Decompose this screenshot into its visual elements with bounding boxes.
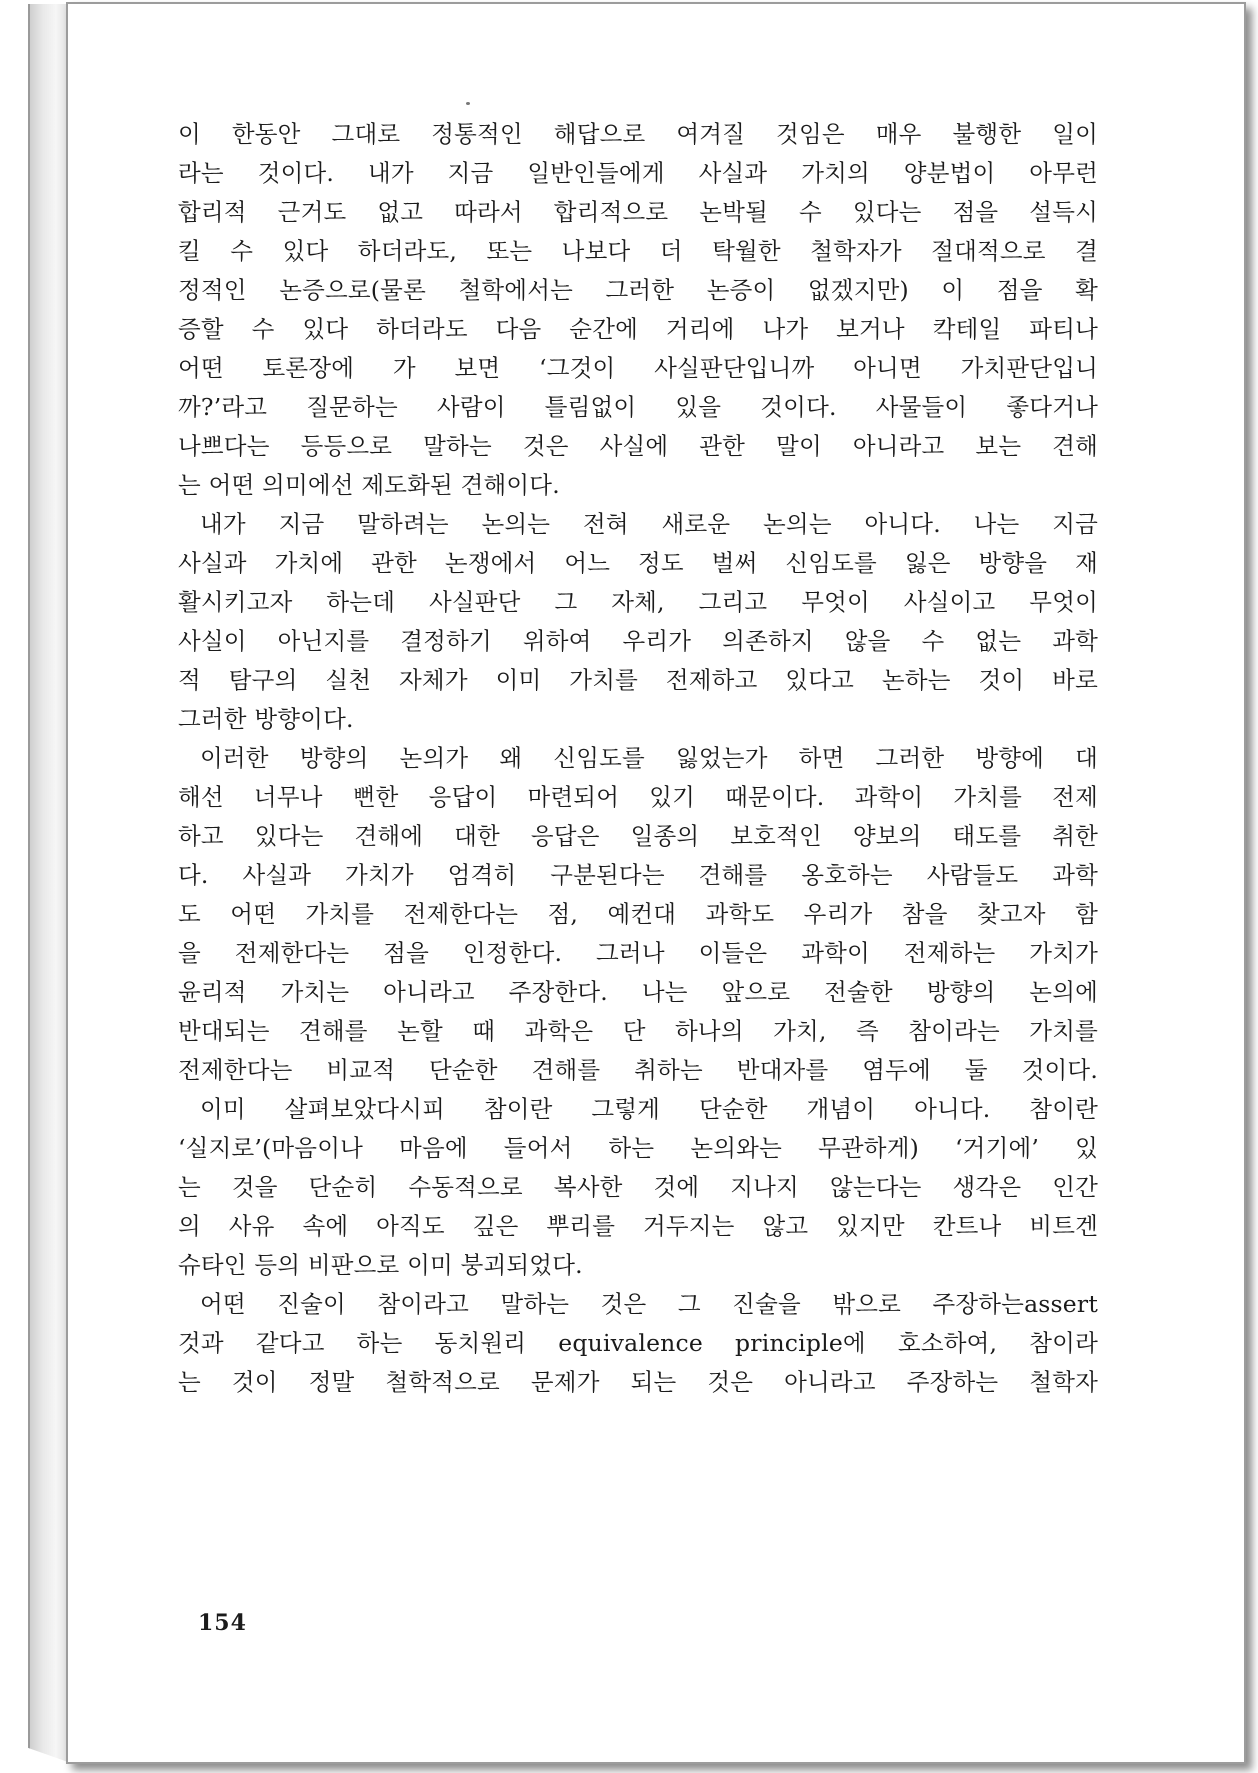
text-line: 사실이 아닌지를 결정하기 위하여 우리가 의존하지 않을 수 없는 과학 bbox=[178, 627, 1098, 655]
text-line: 해선 너무나 뻔한 응답이 마련되어 있기 때문이다. 과학이 가치를 전제 bbox=[178, 783, 1098, 811]
text-line: 나쁘다는 등등으로 말하는 것은 사실에 관한 말이 아니라고 보는 견해 bbox=[178, 432, 1098, 460]
text-line: 반대되는 견해를 논할 때 과학은 단 하나의 가치, 즉 참이라는 가치를 bbox=[178, 1017, 1098, 1045]
text-line: 라는 것이다. 내가 지금 일반인들에게 사실과 가치의 양분법이 아무런 bbox=[178, 159, 1098, 187]
text-line: 하고 있다는 견해에 대한 응답은 일종의 보호적인 양보의 태도를 취한 bbox=[178, 822, 1098, 850]
page-body-text bbox=[178, 115, 1098, 1402]
text-line: 내가 지금 말하려는 논의는 전혀 새로운 논의는 아니다. 나는 지금 bbox=[200, 510, 1098, 538]
text-line: 사실과 가치에 관한 논쟁에서 어느 정도 벌써 신임도를 잃은 방향을 재 bbox=[178, 549, 1098, 577]
book-block-edge bbox=[28, 4, 68, 1762]
text-line: 활시키고자 하는데 사실판단 그 자체, 그리고 무엇이 사실이고 무엇이 bbox=[178, 588, 1098, 616]
print-speck bbox=[466, 102, 470, 105]
text-line: 정적인 논증으로(물론 철학에서는 그러한 논증이 없겠지만) 이 점을 확 bbox=[178, 276, 1098, 304]
text-line: 어떤 진술이 참이라고 말하는 것은 그 진술을 밖으로 주장하는assert bbox=[200, 1290, 1098, 1318]
text-line: 증할 수 있다 하더라도 다음 순간에 거리에 나가 보거나 칵테일 파티나 bbox=[178, 315, 1098, 343]
text-line: 까?’라고 질문하는 사람이 틀림없이 있을 것이다. 사물들이 좋다거나 bbox=[178, 393, 1098, 421]
text-line: 이미 살펴보았다시피 참이란 그렇게 단순한 개념이 아니다. 참이란 bbox=[200, 1095, 1098, 1123]
text-line: 어떤 토론장에 가 보면 ‘그것이 사실판단입니까 아니면 가치판단입니 bbox=[178, 354, 1098, 382]
text-line: 이 한동안 그대로 정통적인 해답으로 여겨질 것임은 매우 불행한 일이 bbox=[178, 120, 1098, 148]
text-line: 전제한다는 비교적 단순한 견해를 취하는 반대자를 염두에 둘 것이다. bbox=[178, 1056, 1098, 1084]
text-line: 윤리적 가치는 아니라고 주장한다. 나는 앞으로 전술한 방향의 논의에 bbox=[178, 978, 1098, 1006]
text-line: 의 사유 속에 아직도 깊은 뿌리를 거두지는 않고 있지만 칸트나 비트겐 bbox=[178, 1212, 1098, 1240]
text-line: 합리적 근거도 없고 따라서 합리적으로 논박될 수 있다는 점을 설득시 bbox=[178, 198, 1098, 226]
text-line: 적 탐구의 실천 자체가 이미 가치를 전제하고 있다고 논하는 것이 바로 bbox=[178, 666, 1098, 694]
page-number: 154 bbox=[198, 1610, 247, 1636]
text-line: ‘실지로’(마음이나 마음에 들어서 하는 논의와는 무관하게) ‘거기에’ 있 bbox=[178, 1134, 1098, 1162]
text-line: 슈타인 등의 비판으로 이미 붕괴되었다. bbox=[178, 1251, 583, 1279]
text-line: 도 어떤 가치를 전제한다는 점, 예컨대 과학도 우리가 참을 찾고자 함 bbox=[178, 900, 1098, 928]
text-line: 그러한 방향이다. bbox=[178, 705, 354, 733]
text-line: 다. 사실과 가치가 엄격히 구분된다는 견해를 옹호하는 사람들도 과학 bbox=[178, 861, 1098, 889]
text-line: 을 전제한다는 점을 인정한다. 그러나 이들은 과학이 전제하는 가치가 bbox=[178, 939, 1098, 967]
text-line: 킬 수 있다 하더라도, 또는 나보다 더 탁월한 철학자가 절대적으로 결 bbox=[178, 237, 1098, 265]
text-line: 는 것을 단순히 수동적으로 복사한 것에 지나지 않는다는 생각은 인간 bbox=[178, 1173, 1098, 1201]
text-line: 는 어떤 의미에선 제도화된 견해이다. bbox=[178, 471, 560, 499]
text-line: 이러한 방향의 논의가 왜 신임도를 잃었는가 하면 그러한 방향에 대 bbox=[200, 744, 1098, 772]
text-line: 것과 같다고 하는 동치원리 equivalence principle에 호소하여, 참이라 bbox=[178, 1329, 1098, 1357]
text-line: 는 것이 정말 철학적으로 문제가 되는 것은 아니라고 주장하는 철학자 bbox=[178, 1368, 1098, 1396]
